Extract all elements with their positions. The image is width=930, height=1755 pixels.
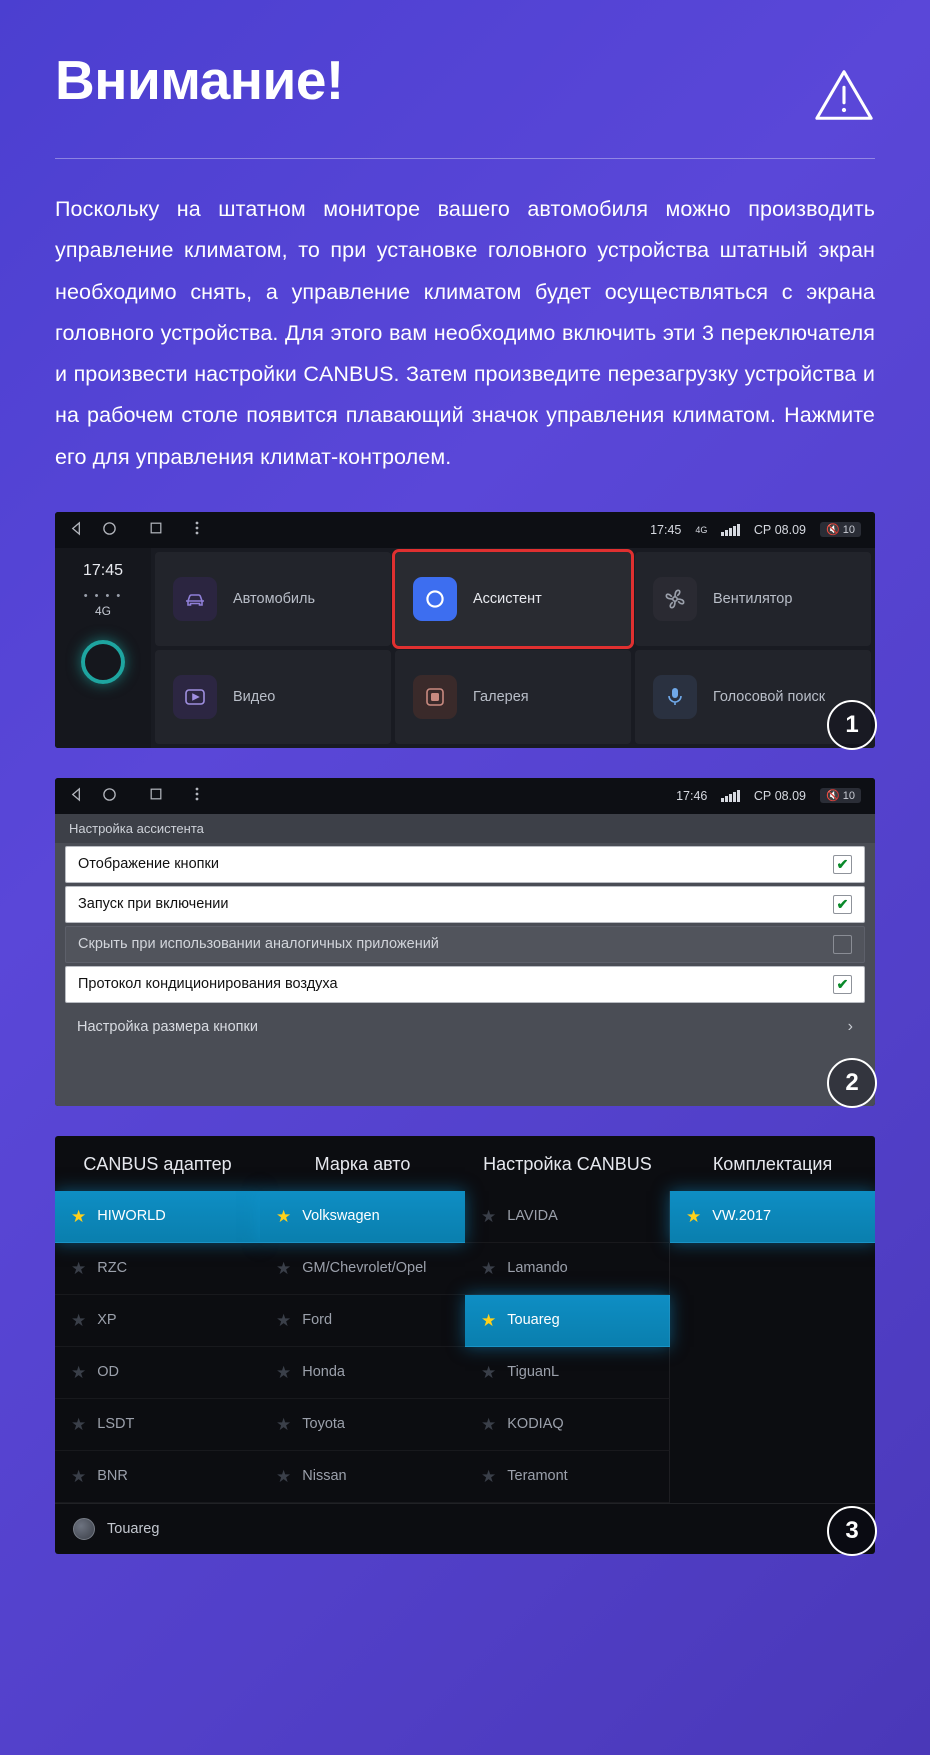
- statusbar-2: [55, 778, 875, 814]
- recents-icon[interactable]: [149, 787, 163, 804]
- star-icon: ★: [71, 1466, 87, 1486]
- step-badge-2: 2: [827, 1058, 877, 1108]
- statusbar-1: [55, 512, 875, 548]
- star-icon: ★: [71, 1414, 87, 1434]
- signal-icon: [721, 790, 740, 802]
- star-icon: ★: [276, 1362, 292, 1382]
- canbus-item-label: RZC: [97, 1260, 128, 1277]
- overflow-menu-icon[interactable]: [195, 786, 199, 805]
- canbus-list-item[interactable]: [260, 1191, 465, 1243]
- setting-row-hide-similar-apps[interactable]: [65, 926, 865, 963]
- screenshot-canbus: [55, 1136, 875, 1554]
- warning-triangle-icon: [813, 64, 875, 126]
- recents-icon[interactable]: [149, 521, 163, 538]
- launcher-tile-label: Вентилятор: [713, 590, 793, 607]
- star-icon: ★: [481, 1466, 497, 1486]
- canbus-list-item[interactable]: [55, 1191, 260, 1243]
- canbus-column-trim: [670, 1191, 875, 1503]
- star-icon: ★: [686, 1206, 702, 1226]
- launcher-tile-assistant[interactable]: [395, 552, 631, 646]
- canbus-list-item[interactable]: [465, 1347, 670, 1399]
- canbus-list-item[interactable]: [55, 1295, 260, 1347]
- launcher-tile-car[interactable]: [155, 552, 391, 646]
- canbus-item-label: Lamando: [507, 1260, 568, 1277]
- setting-row-ac-protocol[interactable]: [65, 966, 865, 1003]
- star-icon: ★: [71, 1206, 87, 1226]
- launcher-screen: [55, 548, 875, 748]
- canbus-item-label: VW.2017: [712, 1208, 772, 1225]
- launcher-grid: [151, 548, 875, 748]
- sidebar-network-label: 4G: [94, 603, 111, 618]
- star-icon: ★: [276, 1310, 292, 1330]
- canbus-list-item[interactable]: [670, 1191, 875, 1243]
- canbus-list-item[interactable]: [465, 1295, 670, 1347]
- star-icon: ★: [71, 1258, 87, 1278]
- launcher-tile-label: Автомобиль: [233, 590, 316, 607]
- star-icon: ★: [481, 1310, 497, 1330]
- canbus-item-label: GM/Chevrolet/Opel: [302, 1260, 427, 1277]
- canbus-column-header: Комплектация: [712, 1153, 833, 1174]
- canbus-item-label: LSDT: [97, 1416, 135, 1433]
- canbus-item-label: LAVIDA: [507, 1208, 558, 1225]
- screenshot-launcher: [55, 512, 875, 748]
- launcher-tile-label: Ассистент: [473, 590, 542, 607]
- canbus-item-label: KODIAQ: [507, 1416, 564, 1433]
- star-icon: ★: [276, 1466, 292, 1486]
- canbus-item-label: Teramont: [507, 1468, 568, 1485]
- canbus-item-label: XP: [97, 1312, 117, 1329]
- canbus-item-label: OD: [97, 1364, 119, 1381]
- back-icon[interactable]: [69, 521, 84, 539]
- statusbar-time: 17:46: [676, 788, 708, 803]
- star-icon: ★: [481, 1414, 497, 1434]
- canbus-item-label: Nissan: [302, 1468, 347, 1485]
- canbus-screen: [55, 1136, 875, 1554]
- settings-section-title: Настройка ассистента: [55, 814, 875, 843]
- canbus-column-header: Настройка CANBUS: [483, 1153, 652, 1174]
- canbus-item-label: HIWORLD: [97, 1208, 166, 1225]
- setting-label: Настройка размера кнопки: [77, 1018, 258, 1035]
- intro-paragraph: Поскольку на штатном мониторе вашего автомобиля можно производить управление климатом, то при установке головного устройства штатный экран необходимо снять, а управление климатом будет осуществляться с экрана головного устройства. Для этого вам необходимо включить эти 3 переключателя и произвести настройки CANBUS. Затем произведите перезагрузку устройства и на рабочем столе появится плавающий значок управления климатом. Нажмите его для управления климат-контролем.: [55, 197, 875, 469]
- canbus-list-item[interactable]: [55, 1347, 260, 1399]
- checkbox-checked-icon[interactable]: ✔: [833, 975, 852, 994]
- page-title: Внимание!: [55, 49, 344, 111]
- canbus-list-item[interactable]: [260, 1451, 465, 1503]
- fan-icon: [653, 577, 697, 621]
- sidebar-clock: 17:45: [82, 561, 124, 579]
- canbus-footer: [55, 1503, 875, 1554]
- canbus-item-label: Volkswagen: [302, 1208, 380, 1225]
- canbus-headers: [55, 1136, 875, 1191]
- overflow-menu-icon[interactable]: [195, 520, 199, 539]
- checkbox-checked-icon[interactable]: ✔: [833, 895, 852, 914]
- canbus-column-header: Марка авто: [314, 1153, 411, 1174]
- setting-label: Запуск при включении: [78, 896, 229, 913]
- volume-indicator: 🔇 10: [820, 522, 861, 537]
- star-icon: ★: [71, 1362, 87, 1382]
- step-badge-3: 3: [827, 1506, 877, 1556]
- setting-label: Протокол кондиционирования воздуха: [78, 976, 338, 993]
- launcher-tile-label: Видео: [233, 688, 276, 705]
- canbus-columns: [55, 1191, 875, 1503]
- launcher-tile-fan[interactable]: [635, 552, 871, 646]
- signal-icon: [721, 524, 740, 536]
- canbus-list-item[interactable]: [55, 1399, 260, 1451]
- checkbox-unchecked-icon[interactable]: [833, 935, 852, 954]
- globe-icon: [73, 1518, 95, 1540]
- canbus-column-brand: [260, 1191, 465, 1503]
- star-icon: ★: [481, 1258, 497, 1278]
- statusbar-network-label: 4G: [695, 524, 708, 535]
- video-icon: [173, 675, 217, 719]
- canbus-item-label: Ford: [302, 1312, 333, 1329]
- chevron-right-icon: ›: [847, 1017, 853, 1035]
- sidebar-signal-dots: • • • •: [83, 589, 123, 602]
- setting-row-button-size[interactable]: [65, 1006, 865, 1048]
- setting-label: Отображение кнопки: [78, 856, 219, 873]
- star-icon: ★: [481, 1206, 497, 1226]
- canbus-list-item[interactable]: [465, 1451, 670, 1503]
- star-icon: ★: [276, 1258, 292, 1278]
- canbus-column-header: CANBUS адаптер: [83, 1153, 232, 1174]
- settings-spacer: [55, 1048, 875, 1106]
- canbus-list-item[interactable]: [55, 1451, 260, 1503]
- canbus-column-adapter: [55, 1191, 260, 1503]
- canbus-item-label: BNR: [97, 1468, 128, 1485]
- checkbox-checked-icon[interactable]: ✔: [833, 855, 852, 874]
- launcher-tile-video[interactable]: [155, 650, 391, 744]
- star-icon: ★: [276, 1206, 292, 1226]
- setting-row-show-button[interactable]: [65, 846, 865, 883]
- canbus-item-label: TiguanL: [507, 1364, 560, 1381]
- canbus-item-label: Toyota: [302, 1416, 345, 1433]
- canbus-list-item[interactable]: [260, 1295, 465, 1347]
- setting-row-start-on-boot[interactable]: [65, 886, 865, 923]
- statusbar-time: 17:45: [650, 522, 682, 537]
- poster-header: [55, 0, 875, 126]
- canbus-item-label: Touareg: [507, 1312, 560, 1329]
- launcher-sidebar: [55, 548, 151, 748]
- star-icon: ★: [481, 1362, 497, 1382]
- statusbar-date: СР 08.09: [753, 788, 806, 803]
- launcher-tile-label: Голосовой поиск: [713, 688, 826, 705]
- star-icon: ★: [71, 1310, 87, 1330]
- launcher-tile-gallery[interactable]: [395, 650, 631, 744]
- screenshot-assistant-settings: [55, 778, 875, 1106]
- step-badge-1: 1: [827, 700, 877, 750]
- car-icon: [173, 577, 217, 621]
- star-icon: ★: [276, 1414, 292, 1434]
- canbus-list-item[interactable]: [260, 1347, 465, 1399]
- gallery-icon: [413, 675, 457, 719]
- canbus-column-model: [465, 1191, 670, 1503]
- launcher-tile-label: Галерея: [473, 688, 529, 705]
- statusbar-date: СР 08.09: [753, 522, 806, 537]
- canbus-item-label: Honda: [302, 1364, 345, 1381]
- canbus-list-item[interactable]: [260, 1399, 465, 1451]
- home-icon[interactable]: [102, 521, 117, 539]
- assistant-settings-screen: [55, 814, 875, 1106]
- header-divider: [55, 158, 875, 159]
- volume-indicator: 🔇 10: [820, 788, 861, 803]
- canbus-list-item[interactable]: [465, 1191, 670, 1243]
- assistant-icon: [413, 577, 457, 621]
- canbus-list-item[interactable]: [260, 1243, 465, 1295]
- canbus-list-item[interactable]: [465, 1243, 670, 1295]
- canbus-list-item[interactable]: [55, 1243, 260, 1295]
- setting-label: Скрыть при использовании аналогичных приложений: [78, 936, 439, 953]
- canbus-footer-label: Touareg: [107, 1520, 160, 1537]
- microphone-icon: [653, 675, 697, 719]
- home-icon[interactable]: [102, 787, 117, 805]
- assistant-ring-icon[interactable]: [81, 640, 125, 684]
- canbus-list-item[interactable]: [465, 1399, 670, 1451]
- back-icon[interactable]: [69, 787, 84, 805]
